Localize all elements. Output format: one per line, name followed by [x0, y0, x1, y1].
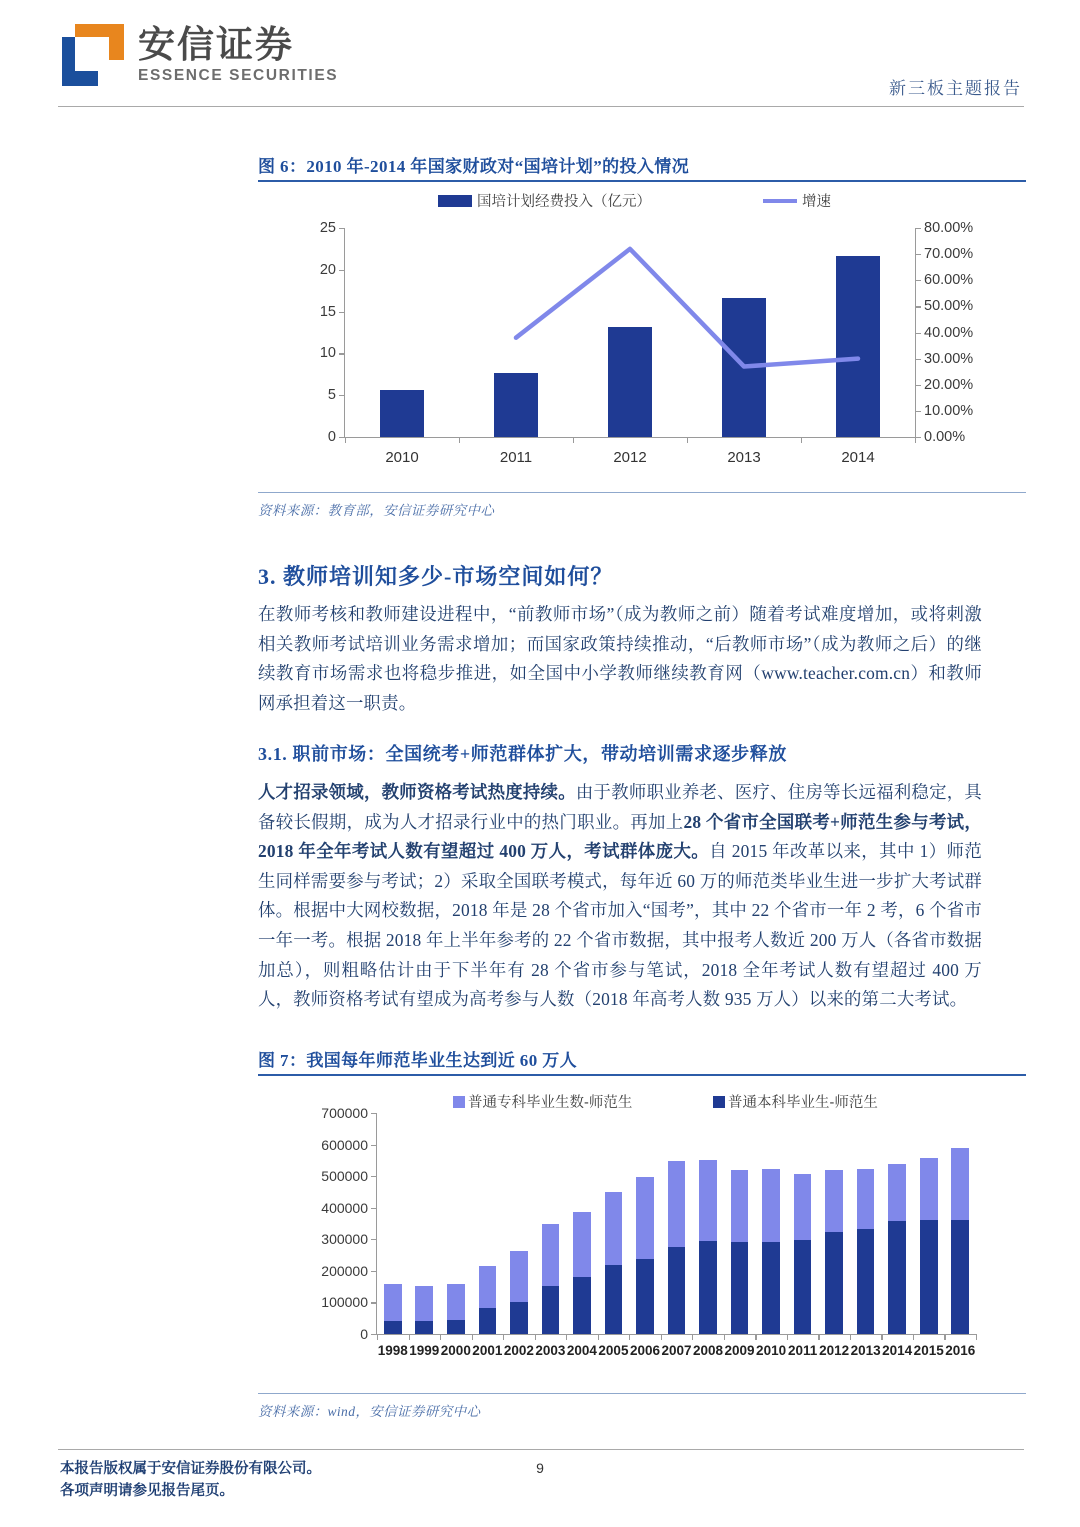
figure7-bar-stack: [479, 1266, 497, 1334]
figure7-xtick: [818, 1334, 819, 1340]
figure7-bar-segment-benke: [384, 1321, 402, 1334]
figure7-xtick: [661, 1334, 662, 1340]
figure7-xtick-label: 2016: [945, 1343, 976, 1358]
figure6-xtick: [915, 437, 916, 443]
figure7-xtick-label: 2012: [819, 1343, 850, 1358]
figure7-bar-stack: [731, 1170, 749, 1334]
figure7-bar-segment-benke: [542, 1286, 560, 1334]
figure6-legend: [258, 190, 1026, 216]
figure7-bar-segment-zhuanke: [510, 1251, 528, 1302]
legend-item-bar: [438, 190, 651, 211]
figure7-xtick: [850, 1334, 851, 1340]
figure7-bar-stack: [542, 1224, 560, 1334]
figure7-xtick: [503, 1334, 504, 1340]
figure7-tickmark: [371, 1239, 377, 1240]
figure7-bar-segment-zhuanke: [668, 1161, 686, 1247]
essence-logo-icon: [62, 24, 124, 86]
legend-item-line: [763, 190, 831, 211]
legend-label-bar: 国培计划经费投入（亿元）: [477, 194, 651, 210]
figure7-xtick: [598, 1334, 599, 1340]
figure6-tickmark-right: [915, 359, 921, 360]
figure7-bar-segment-zhuanke: [951, 1148, 969, 1219]
figure7-bar-segment-benke: [888, 1221, 906, 1334]
figure6-xtick: [573, 437, 574, 443]
figure7-tickmark: [371, 1208, 377, 1209]
figure7-ytick-label: 300000: [321, 1231, 368, 1248]
figure6-ytick-left: 5: [327, 387, 336, 404]
figure7-bar-segment-zhuanke: [857, 1169, 875, 1228]
figure7-xtick: [787, 1334, 788, 1340]
figure6-xtick: [459, 437, 460, 443]
section-31-heading: 3.1. 职前市场：全国统考+师范群体扩大，带动培训需求逐步释放: [258, 744, 787, 764]
figure7-xtick-label: 2000: [440, 1343, 471, 1358]
figure6-ytick-left: 10: [319, 345, 336, 362]
figure7-bar-stack: [762, 1169, 780, 1334]
figure7-xtick-label: 2015: [913, 1343, 944, 1358]
figure7-bar-stack: [888, 1164, 906, 1334]
figure7-chart: [258, 1085, 1026, 1385]
figure6-tickmark-right: [915, 411, 921, 412]
figure7-xtick: [409, 1334, 410, 1340]
figure7-bar-segment-benke: [699, 1241, 717, 1334]
legend-swatch-line-icon: [763, 199, 797, 203]
figure7-bar-segment-benke: [415, 1321, 433, 1334]
figure6-xtick: [801, 437, 802, 443]
figure7-bar-segment-zhuanke: [573, 1212, 591, 1278]
figure6-source-rule: [258, 492, 1026, 493]
figure7-bar-stack: [825, 1170, 843, 1334]
figure7-xtick-label: 2006: [629, 1343, 660, 1358]
figure6-ytick-right: 40.00%: [924, 324, 974, 341]
figure7-xtick-label: 2004: [566, 1343, 597, 1358]
figure7-xtick: [755, 1334, 756, 1340]
figure7-xtick-label: 2002: [503, 1343, 534, 1358]
figure7-bar-stack: [447, 1284, 465, 1334]
figure6-tickmark-right: [915, 306, 921, 307]
figure6-ytick-left: 25: [319, 220, 336, 236]
figure7-legend: [258, 1085, 1026, 1109]
figure7-xtick-label: 2008: [692, 1343, 724, 1358]
figure7-title: 图 7：我国每年师范毕业生达到近 60 万人: [258, 1051, 578, 1070]
figure7-bar-segment-zhuanke: [920, 1158, 938, 1221]
figure7-plot-area: [321, 1105, 976, 1358]
figure7-xtick-label: 2014: [882, 1343, 913, 1358]
figure6-tickmark-right: [915, 254, 921, 255]
logo-english-name: ESSENCE SECURITIES: [138, 67, 339, 85]
figure6-xtick: [345, 437, 346, 443]
legend-item-zhuanke: [453, 1091, 632, 1112]
figure6-ytick-left: 0: [327, 429, 336, 445]
section-31-paragraph: [258, 778, 982, 1015]
figure7-tickmark: [371, 1271, 377, 1272]
figure7-bar-segment-benke: [479, 1308, 497, 1334]
figure7-bar-segment-zhuanke: [605, 1192, 623, 1265]
company-logo: [62, 24, 338, 86]
report-type-label: 新三板主题报告: [889, 79, 1022, 98]
figure7-xtick: [472, 1334, 473, 1340]
figure7-xtick-label: 1998: [377, 1343, 408, 1358]
figure7-xtick: [724, 1334, 725, 1340]
figure7-bar-stack: [857, 1169, 875, 1334]
figure7-bar-segment-zhuanke: [731, 1170, 749, 1243]
figure6-plot-area: [319, 220, 974, 466]
figure6-ytick-right: 50.00%: [924, 298, 974, 315]
figure7-bar-stack: [699, 1160, 717, 1334]
figure7-title-rule: [258, 1074, 1026, 1076]
figure7-tickmark: [371, 1113, 377, 1114]
figure7-bar-stack: [794, 1174, 812, 1334]
figure7-ytick-label: 200000: [321, 1262, 368, 1279]
section-3-heading: 3. 教师培训知多少-市场空间如何？: [258, 564, 614, 589]
figure7-xtick-label: 2001: [472, 1343, 503, 1358]
figure7-bar-segment-zhuanke: [762, 1169, 780, 1242]
figure7-tickmark: [371, 1302, 377, 1303]
figure7-xtick-label: 2009: [724, 1343, 755, 1358]
legend-label-line: 增速: [802, 194, 831, 210]
legend-label-benke: 普通本科毕业生-师范生: [728, 1095, 878, 1111]
figure6-xtick: [687, 437, 688, 443]
figure7-bar-segment-benke: [668, 1247, 686, 1334]
figure7-bar-stack: [510, 1251, 528, 1334]
figure7-source-rule: [258, 1393, 1026, 1394]
figure6-growth-line: [345, 228, 915, 437]
paragraph-run-1: 由于教师职业养老、医疗、住房等长远福利稳定，具备较长假期，成为人才招录行业中的热门职业。再加上: [258, 782, 982, 832]
figure7-bar-stack: [384, 1284, 402, 1335]
figure6-ytick-right: 30.00%: [924, 350, 974, 367]
figure6-title: 图 6：2010 年-2014 年国家财政对“国培计划”的投入情况: [258, 157, 690, 176]
legend-label-zhuanke: 普通专科毕业生数-师范生: [468, 1095, 633, 1111]
figure7-bar-segment-zhuanke: [447, 1284, 465, 1319]
figure7-ytick-label: 700000: [321, 1105, 368, 1121]
figure7-ytick-label: 400000: [321, 1199, 368, 1216]
figure7-xtick: [377, 1334, 378, 1340]
figure7-xtick-label: 2013: [850, 1343, 881, 1358]
figure6-xtick-label: 2013: [727, 449, 761, 466]
paragraph-run-0: 人才招录领域，教师资格考试热度持续。: [258, 782, 576, 802]
figure6-title-rule: [258, 180, 1026, 182]
figure7-bar-stack: [920, 1158, 938, 1334]
figure7-ytick-label: 100000: [321, 1294, 368, 1311]
figure7-bar-segment-zhuanke: [479, 1266, 497, 1308]
figure7-xtick-label: 2011: [787, 1343, 818, 1358]
figure7-xtick-label: 2003: [535, 1343, 566, 1358]
figure7-xtick-label: 1999: [409, 1343, 440, 1358]
figure7-bar-segment-zhuanke: [384, 1284, 402, 1321]
logo-chinese-name: 安信证券: [138, 24, 294, 66]
page-number: 9: [536, 1460, 544, 1476]
logo-white-square: [75, 37, 109, 71]
figure6-tickmark-right: [915, 228, 921, 229]
footer-line-2: 各项声明请参见报告尾页。: [60, 1483, 234, 1499]
figure7-bar-segment-benke: [762, 1242, 780, 1334]
figure7-xtick: [913, 1334, 914, 1340]
figure7-source: 资料来源：wind，安信证券研究中心: [258, 1404, 481, 1419]
figure7-ytick-label: 0: [360, 1326, 368, 1342]
figure7-bar-stack: [668, 1161, 686, 1334]
paragraph-run-2: 28 个省市全国联考+师范生参与考试，2018 年全年考试人数有望超过 400 万人，考试群体庞大。: [258, 811, 982, 862]
figure6-tickmark-right: [915, 333, 921, 334]
figure6-xtick-label: 2011: [499, 449, 533, 466]
figure6-ytick-left: 20: [319, 261, 336, 278]
figure7-bar-segment-zhuanke: [636, 1177, 654, 1258]
figure6-tickmark-right: [915, 280, 921, 281]
figure7-bar-segment-benke: [857, 1229, 875, 1334]
figure7-xtick: [629, 1334, 630, 1340]
figure7-bar-segment-benke: [920, 1220, 938, 1334]
paragraph-run-3: 自 2015 年改革以来，其中 1）师范生同样需要参与考试；2）采取全国联考模式，每年近 60 万的师范类毕业生进一步扩大考试群体。根据中大网校数据，2018 年是 28 个省市加入“国考”，其中 22 个省市一年 2 考，6 个省市一年一考。根据 2018 年上半年参考的 22 个省市数据，其中报考人数近 200 万人（各省市数据加总），则粗略估计由于下半年有 28 个省市参与笔试，2018 全年考试人数有望超过 400 万人，教师资格考试有望成为高考参与人数（2018 年高考人数 935 万人）以来的第二大考试。: [258, 841, 982, 1010]
figure7-bar-segment-zhuanke: [825, 1170, 843, 1232]
figure6-xtick-label: 2014: [841, 449, 875, 466]
figure7-xtick: [566, 1334, 567, 1340]
figure7-bar-segment-benke: [951, 1220, 969, 1334]
figure7-bar-stack: [636, 1177, 654, 1334]
figure6-ytick-right: 10.00%: [924, 402, 974, 419]
figure7-xtick: [976, 1334, 977, 1340]
figure7-ytick-label: 600000: [321, 1136, 368, 1153]
logo-text-block: [138, 26, 338, 84]
figure7-xtick-label: 2007: [661, 1343, 692, 1358]
figure7-bar-segment-zhuanke: [794, 1174, 812, 1240]
figure6-chart: [258, 188, 1026, 483]
figure7-bar-segment-benke: [447, 1320, 465, 1334]
figure7-bar-segment-zhuanke: [415, 1286, 433, 1321]
figure7-xtick: [440, 1334, 441, 1340]
figure7-ytick-label: 500000: [321, 1168, 368, 1185]
header-divider: [58, 106, 1024, 107]
figure6-ytick-right: 0.00%: [924, 429, 966, 445]
page-header: [0, 0, 1080, 108]
figure7-bar-stack: [415, 1286, 433, 1334]
figure6-source: 资料来源：教育部，安信证券研究中心: [258, 503, 495, 518]
legend-swatch-bar-icon: [438, 195, 472, 207]
figure7-bar-segment-zhuanke: [542, 1224, 560, 1286]
figure7-bar-segment-zhuanke: [699, 1160, 717, 1241]
footer-divider: [58, 1449, 1024, 1450]
footer-line-1: 本报告版权属于安信证券股份有限公司。: [60, 1461, 321, 1477]
figure7-bar-segment-benke: [605, 1265, 623, 1334]
legend-swatch-zhuanke-icon: [453, 1096, 465, 1108]
figure7-bar-stack: [605, 1192, 623, 1334]
figure7-xtick-label: 2005: [598, 1343, 629, 1358]
figure6-ytick-left: 15: [319, 303, 336, 320]
legend-swatch-benke-icon: [713, 1096, 725, 1108]
figure7-xtick: [944, 1334, 945, 1340]
figure7-xtick-label: 2010: [756, 1343, 787, 1358]
figure7-bar-stack: [951, 1148, 969, 1334]
figure6-ytick-right: 60.00%: [924, 272, 974, 289]
figure6-ytick-right: 20.00%: [924, 376, 974, 393]
figure7-tickmark: [371, 1176, 377, 1177]
figure7-bar-segment-benke: [636, 1259, 654, 1334]
figure6-xtick-label: 2012: [613, 449, 647, 466]
figure7-xtick: [881, 1334, 882, 1340]
figure7-xtick: [535, 1334, 536, 1340]
figure7-bar-segment-benke: [510, 1302, 528, 1334]
figure7-xtick: [692, 1334, 693, 1340]
section-3-paragraph: 在教师考核和教师建设进程中，“前教师市场”（成为教师之前）随着考试难度增加，或将刺激相关教师考试培训业务需求增加；而国家政策持续推动，“后教师市场”（成为教师之后）的继续教育市场需求也将稳步推进，如全国中小学教师继续教育网（www.teacher.com.cn）和教师网承担着这一职责。: [258, 604, 982, 713]
legend-item-benke: [713, 1091, 878, 1112]
figure7-bar-segment-zhuanke: [888, 1164, 906, 1221]
figure7-bar-segment-benke: [825, 1232, 843, 1334]
figure7-bar-stack: [573, 1212, 591, 1334]
figure6-ytick-right: 70.00%: [924, 246, 974, 263]
figure6-tickmark-right: [915, 385, 921, 386]
figure6-ytick-right: 80.00%: [924, 220, 974, 236]
figure7-bar-segment-benke: [794, 1240, 812, 1334]
figure7-tickmark: [371, 1145, 377, 1146]
figure7-bar-segment-benke: [731, 1242, 749, 1334]
figure7-bar-segment-benke: [573, 1277, 591, 1334]
figure6-xtick-label: 2010: [385, 449, 419, 466]
